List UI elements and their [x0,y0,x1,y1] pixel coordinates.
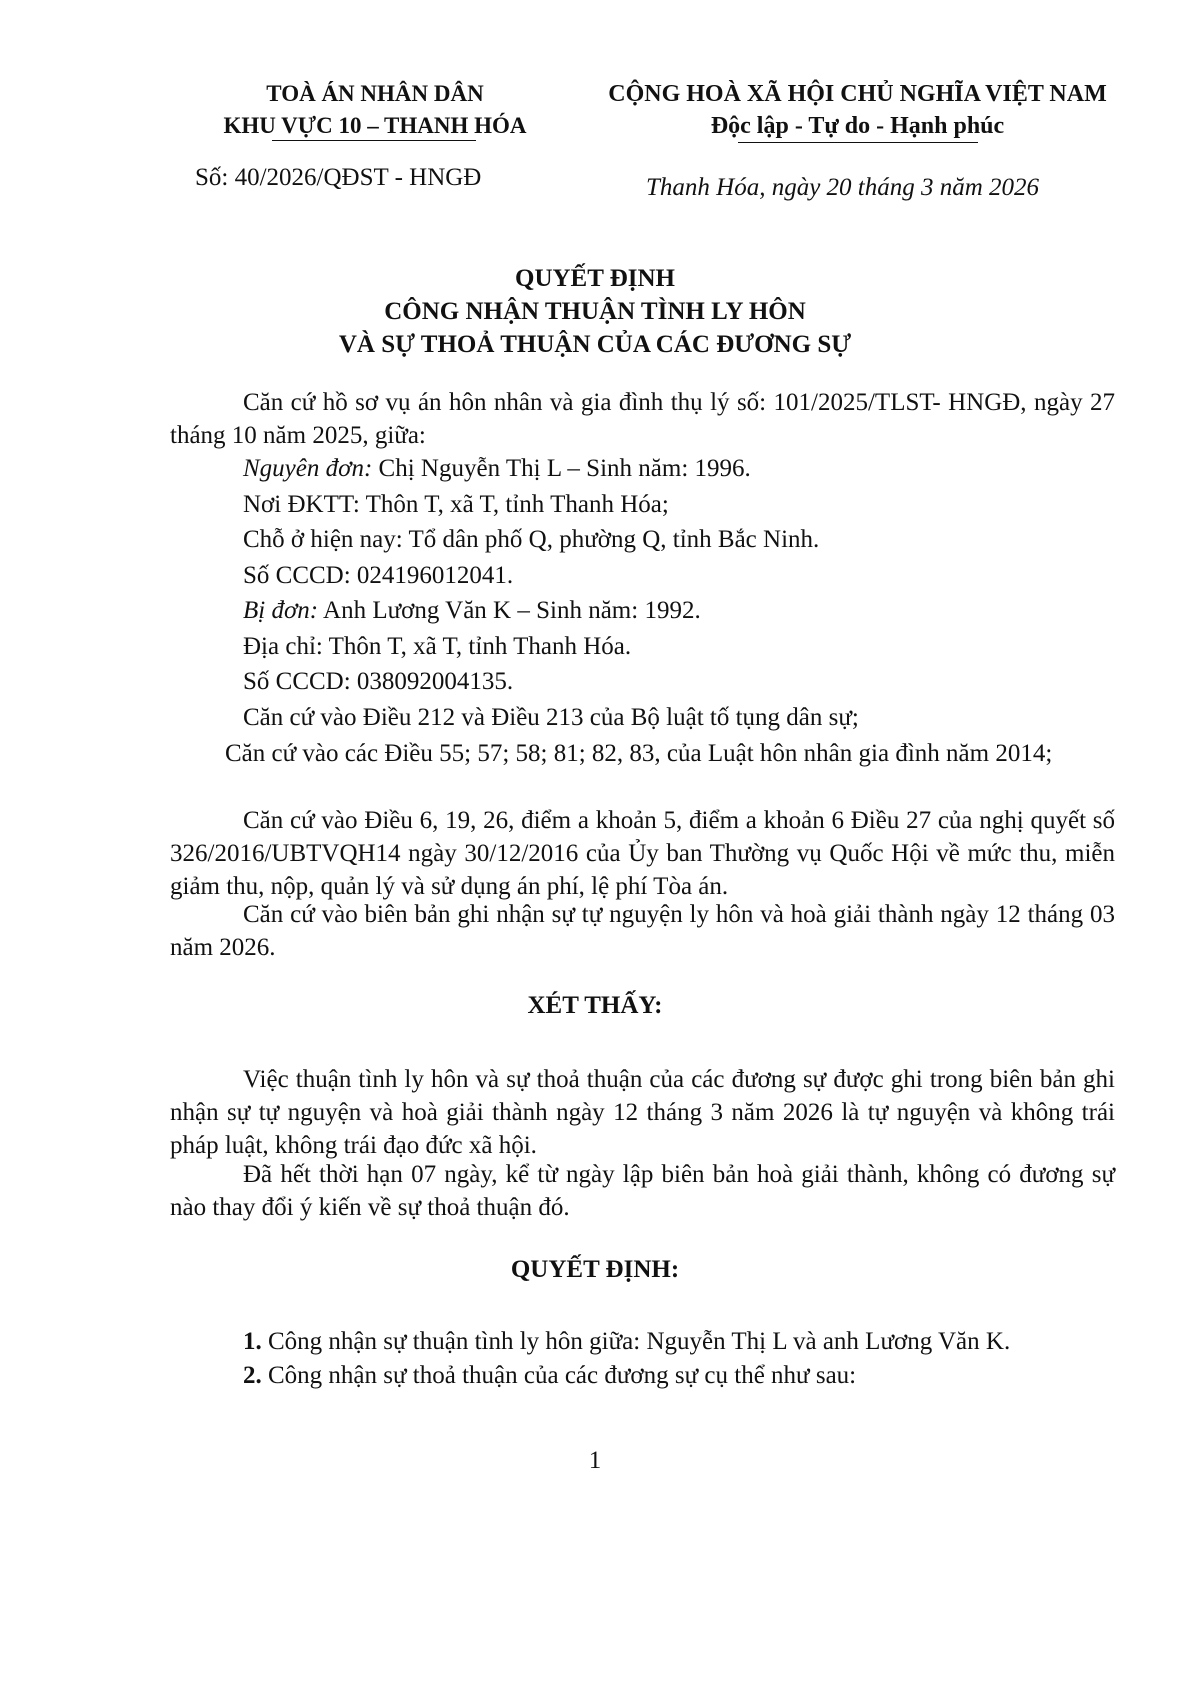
decision-item-2 [243,1359,856,1392]
defendant-line [243,594,701,627]
defendant-value: Anh Lương Văn K – Sinh năm: 1992. [318,597,701,624]
decision-heading: QUYẾT ĐỊNH: [510,1256,680,1283]
document-title [0,262,1190,361]
court-line-1: TOÀ ÁN NHÂN DÂN [266,81,484,106]
title-line-1: QUYẾT ĐỊNH [515,265,675,292]
plaintiff-line [243,452,751,485]
decision-item-1-text: Công nhận sự thuận tình ly hôn giữa: Nguyễn Thị L và anh Lương Văn K. [261,1328,1011,1355]
decision-item-2-text: Công nhận sự thoả thuận của các đương sự cụ thể như sau: [261,1362,857,1389]
defendant-id: Số CCCD: 038092004135. [243,668,514,695]
basis-resolution: Căn cứ vào Điều 6, 19, 26, điểm a khoản 5, điểm a khoản 6 Điều 27 của nghị quyết số 326/2016/UBTVQH14 ngày 30/12/2016 của Ủy ban Thường vụ Quốc Hội về mức thu, miễn giảm thu, nộp, quản lý và sử dụng án phí, lệ phí Tòa án. [170,807,1115,900]
court-name [190,78,560,142]
document-number: Số: 40/2026/QĐST - HNGĐ [195,164,482,191]
defendant-address: Địa chỉ: Thôn T, xã T, tỉnh Thanh Hóa. [243,633,632,660]
basis-case-file: Căn cứ hồ sơ vụ án hôn nhân và gia đình thụ lý số: 101/2025/TLST- HNGĐ, ngày 27 tháng 10 năm 2025, giữa: [170,389,1115,449]
title-line-2: CÔNG NHẬN THUẬN TÌNH LY HÔN [384,298,806,325]
court-underline [272,140,476,141]
plaintiff-label: Nguyên đơn: [243,455,373,482]
plaintiff-current-address: Chỗ ở hiện nay: Tổ dân phố Q, phường Q, tỉnh Bắc Ninh. [243,526,820,553]
basis-record: Căn cứ vào biên bản ghi nhận sự tự nguyện ly hôn và hoà giải thành ngày 12 tháng 03 năm 2026. [170,901,1115,961]
page-number: 1 [588,1447,602,1474]
title-line-3: VÀ SỰ THOẢ THUẬN CỦA CÁC ĐƯƠNG SỰ [338,331,852,358]
considering-heading: XÉT THẤY: [527,992,663,1019]
basis-marriage-law: Căn cứ vào các Điều 55; 57; 58; 81; 82, 83, của Luật hôn nhân gia đình năm 2014; [225,740,1053,767]
defendant-label: Bị đơn: [243,597,319,624]
republic-line-2: Độc lập - Tự do - Hạnh phúc [710,113,1005,139]
court-line-2: KHU VỰC 10 – THANH HÓA [223,113,527,138]
decision-item-2-number: 2. [243,1362,262,1389]
republic-line-1: CỘNG HOÀ XÃ HỘI CHỦ NGHĨA VIỆT NAM [608,81,1107,107]
basis-civil-procedure: Căn cứ vào Điều 212 và Điều 213 của Bộ luật tố tụng dân sự; [243,704,859,731]
plaintiff-residence: Nơi ĐKTT: Thôn T, xã T, tỉnh Thanh Hóa; [243,491,669,518]
considering-paragraph-2: Đã hết thời hạn 07 ngày, kể từ ngày lập biên bản hoà giải thành, không có đương sự nào thay đổi ý kiến về sự thoả thuận đó. [170,1161,1115,1221]
place-and-date: Thanh Hóa, ngày 20 tháng 3 năm 2026 [646,174,1040,201]
decision-item-1-number: 1. [243,1328,262,1355]
plaintiff-id: Số CCCD: 024196012041. [243,562,514,589]
considering-paragraph-1: Việc thuận tình ly hôn và sự thoả thuận của các đương sự được ghi trong biên bản ghi nhận sự tự nguyện và hoà giải thành ngày 12 tháng 3 năm 2026 là tự nguyện và không trái pháp luật, không trái đạo đức xã hội. [170,1066,1115,1159]
motto-underline [738,142,978,143]
decision-item-1 [243,1325,1010,1358]
national-motto [575,78,1140,142]
plaintiff-value: Chị Nguyễn Thị L – Sinh năm: 1996. [372,455,751,482]
